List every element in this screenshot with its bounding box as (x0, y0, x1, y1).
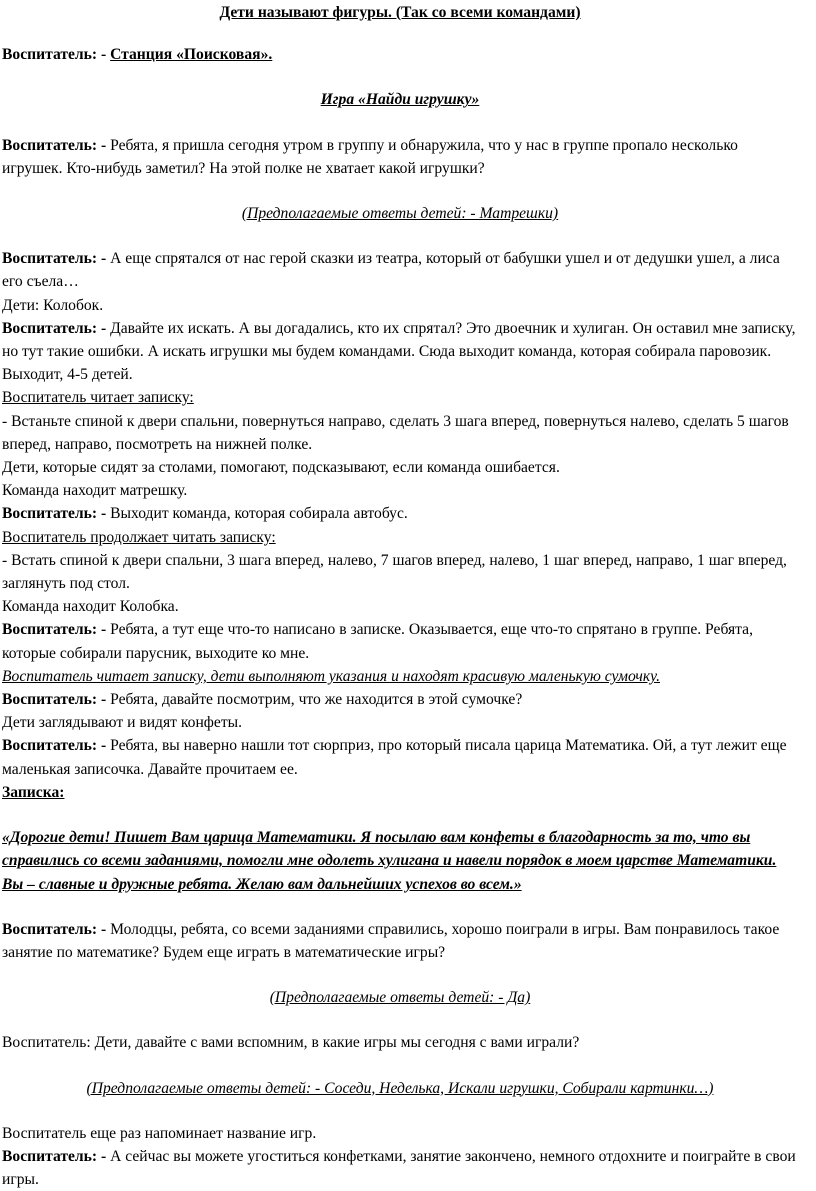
speaker-label: Воспитатель: - (2, 920, 107, 938)
paragraph-text: Ребята, вы наверно нашли тот сюрприз, про который писала царица Математика. Ой, а тут лежит еще маленькая записочка. Давайте прочитаем ее. (2, 737, 787, 778)
paragraph (2, 734, 798, 780)
speaker-label: Воспитатель: - (2, 691, 107, 709)
children-line (2, 294, 798, 317)
speaker-label: Воспитатель: - (2, 319, 107, 337)
paragraph: Команда находит матрешку. (2, 482, 188, 500)
paragraph: Дети заглядывают и видят конфеты. (2, 714, 243, 732)
paragraph (2, 502, 798, 525)
paragraph-text: Дети, давайте с вами вспомним, в какие игры мы сегодня с вами играли? (94, 1034, 580, 1052)
paragraph: Воспитатель еще раз напоминает название игр. (2, 1124, 317, 1142)
speaker-label: Воспитатель: - (2, 505, 107, 523)
paragraph (2, 918, 798, 964)
paragraph (2, 688, 798, 711)
stage-direction: Воспитатель читает записку, дети выполняют указания и находят красивую маленькую сумочку. (2, 667, 660, 685)
expected-answer: (Предполагаемые ответы детей: - Соседи, Неделька, Искали игрушки, Собирали картинки…) (86, 1079, 714, 1097)
speaker-label: Воспитатель: - (2, 46, 107, 64)
letter-text: «Дорогие дети! Пишет Вам царица Математики. Я посылаю вам конфеты в благодарность за то, что вы справились со всеми заданиями, помогли мне одолеть хулигана и навели порядок в моем царстве Математики. Вы – славные и дружные ребята. Желаю вам дальнейших успехов во всем.» (2, 829, 777, 893)
speaker-label: Воспитатель: - (2, 737, 107, 755)
paragraph-text: Давайте их искать. А вы догадались, кто их спрятал? Это двоечник и хулиган. Он оставил мне записку, но тут такие ошибки. А искать игрушки мы будем командами. Сюда выходит команда, которая собирала паровозик. Выходит, 4-5 детей. (2, 319, 796, 384)
children-text: Колобок. (43, 296, 104, 314)
stage-direction: Воспитатель читает записку: (2, 389, 194, 407)
children-label: Дети: (2, 296, 40, 314)
game-title: Игра «Найди игрушку» (320, 91, 480, 109)
station-line (2, 43, 798, 66)
paragraph (2, 134, 798, 180)
paragraph (2, 1145, 798, 1191)
note-label: Записка: (2, 783, 65, 801)
expected-answer: (Предполагаемые ответы детей: - Матрешки) (241, 205, 559, 223)
paragraph-text: Молодцы, ребята, со всеми заданиями справились, хорошо поиграли в игры. Вам понравилось такое занятие по математике? Будем еще играть в математические игры? (2, 920, 780, 961)
speaker-label: Воспитатель: - (2, 250, 107, 268)
paragraph-text: Выходит команда, которая собирала автобус. (110, 505, 408, 523)
speaker-label: Воспитатель: (2, 1034, 91, 1052)
paragraph-text: Ребята, а тут еще что-то написано в записке. Оказывается, еще что-то спрятано в группе. Ребята, которые собирали парусник, выходите ко мне. (2, 621, 753, 662)
paragraph: Команда находит Колобка. (2, 598, 179, 616)
speaker-label: Воспитатель: - (2, 1147, 107, 1165)
paragraph (2, 317, 798, 387)
paragraph-text: А сейчас вы можете угоститься конфетками, занятие закончено, немного отдохните и поиграйте в свои игры. (2, 1147, 796, 1189)
expected-answer: (Предполагаемые ответы детей: - Да) (269, 989, 531, 1007)
paragraph-text: Ребята, я пришла сегодня утром в группу и обнаружила, что у нас в группе пропало несколько игрушек. Кто-нибудь заметил? На этой полке не хватает какой игрушки? (2, 136, 738, 177)
paragraph-text: Ребята, давайте посмотрим, что же находится в этой сумочке? (110, 691, 523, 709)
paragraph-text: А еще спрятался от нас герой сказки из театра, который от бабушки ушел и от дедушки ушел, а лиса его съела… (2, 250, 780, 291)
speaker-label: Воспитатель: - (2, 136, 107, 154)
note-instructions: - Встать спиной к двери спальни, 3 шага вперед, налево, 7 шагов вперед, налево, 1 шаг вперед, направо, 1 шаг вперед, заглянуть под стол. (2, 551, 787, 593)
stage-direction: Воспитатель продолжает читать записку: (2, 528, 276, 546)
section-title: Дети называют фигуры. (Так со всеми командами) (219, 4, 581, 21)
speaker-label: Воспитатель: - (2, 621, 107, 639)
paragraph (2, 247, 798, 293)
note-instructions: - Встаньте спиной к двери спальни, повернуться направо, сделать 3 шага вперед, повернуться налево, сделать 5 шагов вперед, направо, посмотреть на нижней полке. (2, 412, 789, 453)
station-name: Станция «Поисковая». (110, 46, 273, 64)
paragraph: Дети, которые сидят за столами, помогают, подсказывают, если команда ошибается. (2, 459, 560, 477)
paragraph (2, 1031, 798, 1054)
paragraph (2, 618, 798, 664)
